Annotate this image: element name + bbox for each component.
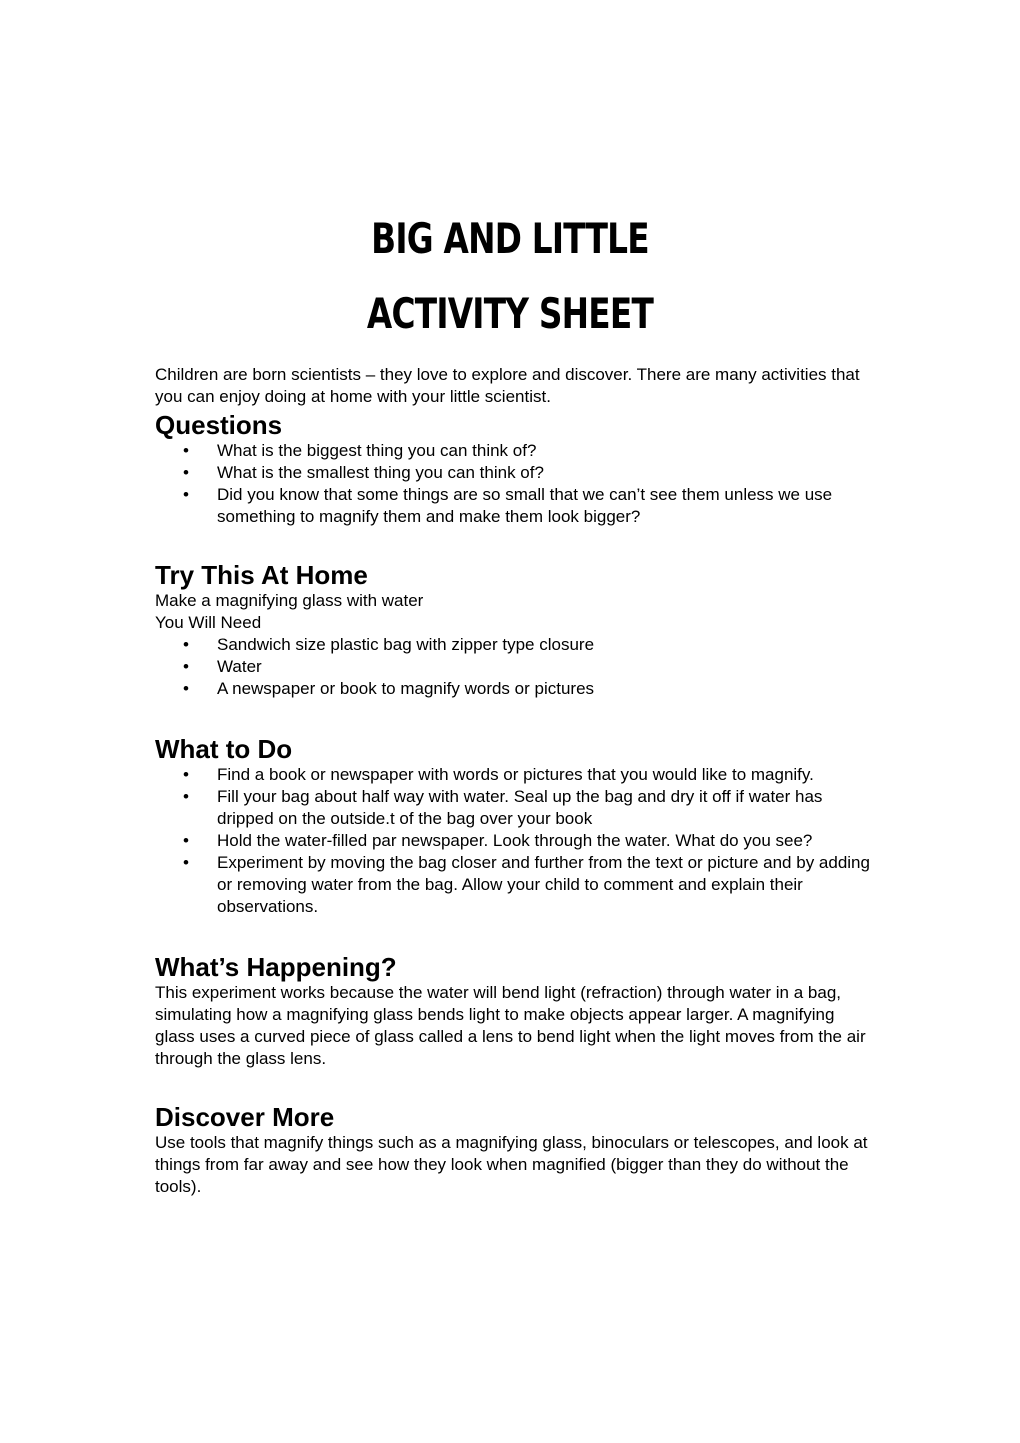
questions-list [155,440,870,528]
what-to-do-section [155,734,870,918]
list-item: • A newspaper or book to magnify words or pictures [155,678,870,700]
list-item: • Find a book or newspaper with words or pictures that you would like to magnify. [155,764,870,786]
page-title-line-2: ACTIVITY SHEET [366,289,654,338]
questions-heading: Questions [155,410,283,440]
you-will-need-label: You Will Need [155,613,262,632]
intro-paragraph: Children are born scientists – they love to explore and discover. There are many activities that you can enjoy doing at home with your little scientist. [155,365,860,406]
try-at-home-section [155,560,870,700]
page-title-line-1: BIG AND LITTLE [371,214,649,263]
questions-section [155,410,870,528]
list-item: • Did you know that some things are so small that we can’t see them unless we use something to magnify them and make them look bigger? [155,484,870,528]
list-item: • What is the biggest thing you can think of? [155,440,870,462]
whats-happening-section [155,952,870,1070]
list-item: • Sandwich size plastic bag with zipper type closure [155,634,870,656]
try-at-home-heading: Try This At Home [155,560,368,590]
what-to-do-heading: What to Do [155,734,293,764]
list-item: • Experiment by moving the bag closer and further from the text or picture and by adding or removing water from the bag. Allow your child to comment and explain their observations. [155,852,870,918]
discover-more-section [155,1102,870,1198]
whats-happening-text: This experiment works because the water will bend light (refraction) through water in a bag, simulating how a magnifying glass bends light to make objects appear larger. A magnifying glass uses a curved piece of glass called a lens to bend light when the light moves from the air through the glass lens. [155,983,866,1068]
materials-list [155,634,870,700]
try-at-home-subtitle: Make a magnifying glass with water [155,591,424,610]
steps-list [155,764,870,918]
discover-more-heading: Discover More [155,1102,335,1132]
list-item: • What is the smallest thing you can think of? [155,462,870,484]
list-item: • Water [155,656,870,678]
whats-happening-heading: What’s Happening? [155,952,397,982]
list-item: • Hold the water-filled par newspaper. Look through the water. What do you see? [155,830,870,852]
document-body [155,364,870,1198]
discover-more-text: Use tools that magnify things such as a magnifying glass, binoculars or telescopes, and look at things from far away and see how they look when magnified (bigger than they do without the tools). [155,1133,868,1196]
list-item: • Fill your bag about half way with water. Seal up the bag and dry it off if water has dripped on the outside.t of the bag over your book [155,786,870,830]
